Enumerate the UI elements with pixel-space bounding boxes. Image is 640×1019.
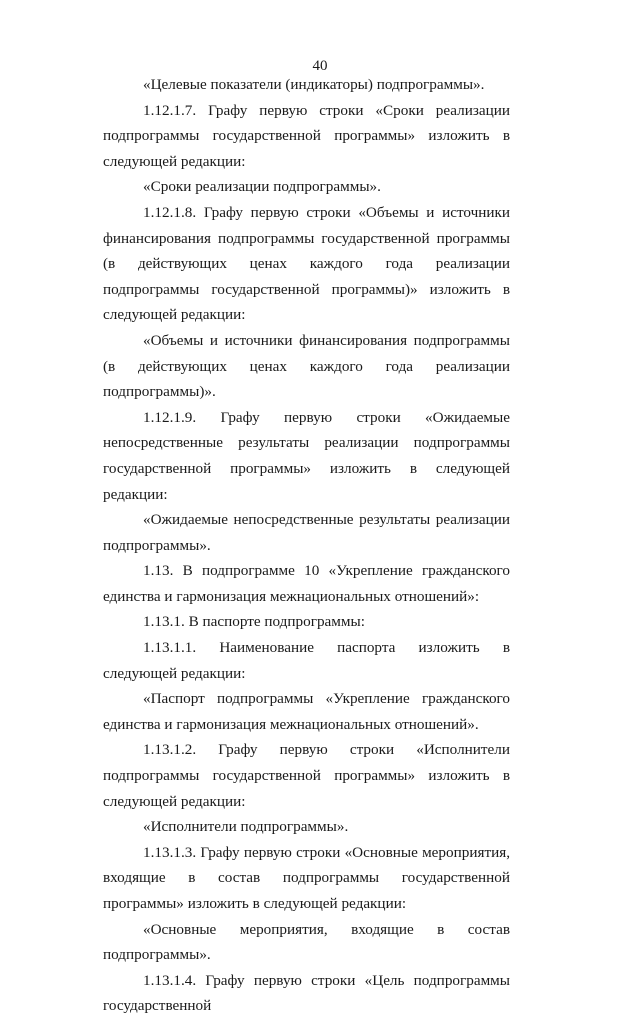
paragraph: «Паспорт подпрограммы «Укрепление гражданского единства и гармонизация межнациональных отношений». (103, 690, 510, 733)
paragraph: 1.13.1.4. Графу первую строки «Цель подпрограммы государственной (103, 971, 510, 1015)
paragraph: 1.13.1.1. Наименование паспорта изложить в следующей редакции: (103, 639, 510, 682)
paragraph: 1.13.1.2. Графу первую строки «Исполнители подпрограммы государственной программы» изложить в следующей редакции: (103, 741, 510, 810)
paragraph: «Объемы и источники финансирования подпрограммы (в действующих ценах каждого года реализации подпрограммы)». (103, 331, 510, 401)
paragraph: 1.12.1.9. Графу первую строки «Ожидаемые непосредственные результаты реализации подпрограммы государственной программы» изложить в следующей редакции: (103, 408, 510, 503)
paragraph: «Основные мероприятия, входящие в состав подпрограммы». (103, 920, 510, 964)
paragraph: «Сроки реализации подпрограммы». (143, 178, 381, 196)
paragraph: «Ожидаемые непосредственные результаты реализации подпрограммы». (103, 511, 510, 554)
document-body (103, 72, 510, 1019)
paragraph: 1.13.1. В паспорте подпрограммы: (143, 613, 365, 631)
paragraph: 1.12.1.8. Графу первую строки «Объемы и источники финансирования подпрограммы государственной программы (в действующих ценах каждого года реализации подпрограммы государственной программы)» изложить в следующей редакции: (103, 203, 510, 324)
paragraph: 1.12.1.7. Графу первую строки «Сроки реализации подпрограммы государственной программы» изложить в следующей редакции: (103, 101, 510, 170)
page-number: 40 (312, 58, 328, 74)
paragraph: 1.13.1.3. Графу первую строки «Основные мероприятия, входящие в состав подпрограммы государственной программы» изложить в следующей редакции: (103, 843, 510, 912)
paragraph: «Исполнители подпрограммы». (143, 818, 349, 836)
paragraph: «Целевые показатели (индикаторы) подпрограммы». (143, 76, 485, 93)
paragraph: 1.13. В подпрограмме 10 «Укрепление гражданского единства и гармонизация межнациональных отношений»: (103, 562, 510, 605)
